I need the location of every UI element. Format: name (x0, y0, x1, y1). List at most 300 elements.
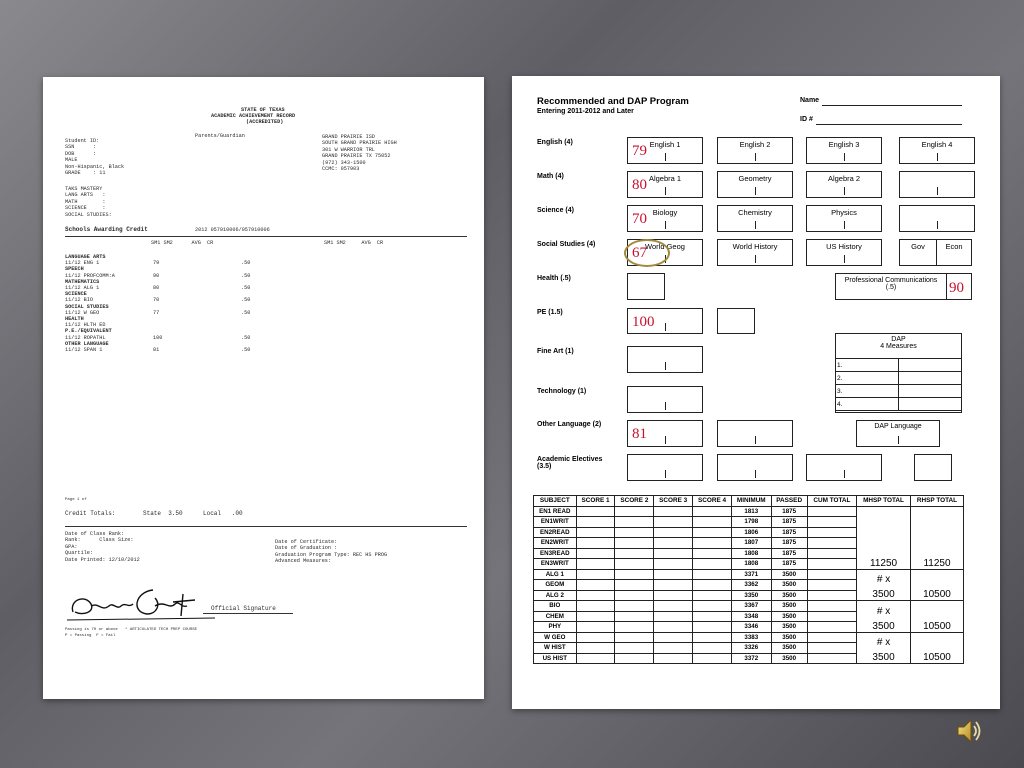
divider (65, 236, 467, 237)
course-name: 11/12 HLTH ED (65, 322, 106, 329)
column-headers-right: SM1 SM2 AVG CR (324, 240, 384, 246)
health-label: Health (.5) (537, 275, 571, 282)
score-cell[interactable] (576, 653, 615, 664)
score-cell[interactable] (654, 611, 693, 622)
minimum-cell: 1813 (731, 506, 771, 517)
course-box-label: Algebra 1 (648, 174, 682, 183)
footnote-1: Passing is 70 or above * ARTICULATED TECH PREP COURSE (65, 628, 198, 632)
course-box[interactable] (717, 205, 793, 232)
fine-art-label: Fine Art (1) (537, 348, 574, 355)
minimum-cell: 1808 (731, 559, 771, 570)
course-box[interactable] (717, 171, 793, 198)
score-cell[interactable] (615, 580, 654, 591)
score-cell[interactable] (693, 590, 732, 601)
course-credit: .50 (241, 347, 251, 353)
subject-cell: ALG 2 (534, 590, 577, 601)
score-cell[interactable] (693, 527, 732, 538)
dap-measure-number: 4. (836, 398, 899, 411)
prof-comm-box[interactable]: Professional Communications (.5) (835, 273, 947, 300)
score-cell[interactable] (654, 538, 693, 549)
box-divider (755, 153, 756, 161)
course-box-label: World History (732, 242, 778, 251)
subject-cell: EN3WRIT (534, 559, 577, 570)
minimum-cell: 3350 (731, 590, 771, 601)
table-header: SCORE 3 (654, 496, 693, 507)
table-header: CUM TOTAL (807, 496, 856, 507)
score-cell[interactable] (654, 622, 693, 633)
score-cell[interactable] (693, 538, 732, 549)
table-header: SCORE 4 (693, 496, 732, 507)
gov-box[interactable] (899, 239, 937, 266)
dap-measures-table (835, 358, 962, 411)
score-cell[interactable] (615, 653, 654, 664)
course-area: MATHEMATICS (65, 278, 100, 285)
mhsp-multiplier: # x (876, 574, 891, 585)
box-divider (937, 187, 938, 195)
dap-measure-value[interactable] (899, 372, 962, 385)
table-header: RHSP TOTAL (910, 496, 963, 507)
dap-measure-number: 3. (836, 385, 899, 398)
mhsp-value: 3500 (872, 652, 895, 663)
subject-cell: W HIST (534, 643, 577, 654)
table-row (534, 506, 964, 517)
table-header: MINIMUM (731, 496, 771, 507)
minimum-cell: 1807 (731, 538, 771, 549)
course-name: 11/12 ALG 1 (65, 285, 100, 291)
score-cell[interactable] (693, 643, 732, 654)
rhsp-value: 10500 (923, 620, 951, 632)
course-box[interactable] (899, 171, 975, 198)
course-credit: .50 (241, 334, 251, 341)
cum-total-cell[interactable] (807, 601, 856, 612)
dap-measure-value[interactable] (899, 398, 962, 411)
box-divider (665, 153, 666, 161)
course-credit: .50 (241, 297, 251, 304)
box-divider (844, 221, 845, 229)
econ-label: Econ (945, 242, 963, 251)
course-grade: 79 (632, 143, 647, 159)
schools-code: 2012 057910006/057910006 (195, 227, 270, 233)
subject-cell: W GEO (534, 632, 577, 643)
cum-total-cell[interactable] (807, 653, 856, 664)
divider (65, 526, 467, 527)
course-credit: .50 (241, 260, 251, 267)
rhsp-total-cell (910, 601, 963, 633)
transcript-header-1: STATE OF TEXAS (241, 107, 285, 113)
score-cell[interactable] (615, 527, 654, 538)
score-cell[interactable] (576, 632, 615, 643)
cum-total-cell[interactable] (807, 590, 856, 601)
cum-total-cell[interactable] (807, 632, 856, 643)
mhsp-value: 11250 (870, 557, 898, 569)
mhsp-total-cell (857, 601, 911, 633)
id-label: ID # (800, 116, 813, 123)
subject-cell: EN1 READ (534, 506, 577, 517)
course-name: 11/12 ENG 1 (65, 260, 100, 267)
table-row (534, 601, 964, 612)
class-rank-block: Date of Class Rank: Rank: Class Size: GPA: Quartile: Date Printed: 12/10/2012 (65, 531, 140, 563)
minimum-cell: 3383 (731, 632, 771, 643)
score-cell[interactable] (576, 569, 615, 580)
passed-cell: 3500 (771, 580, 807, 591)
score-cell[interactable] (654, 559, 693, 570)
score-cell[interactable] (693, 653, 732, 664)
prof-comm-grade: 90 (949, 280, 964, 296)
table-header: PASSED (771, 496, 807, 507)
electives-box-1[interactable] (627, 454, 703, 481)
cum-total-cell[interactable] (807, 517, 856, 528)
box-divider (665, 187, 666, 195)
minimum-cell: 1806 (731, 527, 771, 538)
score-cell[interactable] (615, 548, 654, 559)
minimum-cell: 1808 (731, 548, 771, 559)
electives-box-2[interactable] (717, 454, 793, 481)
score-cell[interactable] (693, 559, 732, 570)
other-language-grade: 81 (632, 426, 647, 442)
box-divider (937, 221, 938, 229)
dap-measure-number: 1. (836, 359, 899, 372)
course-grade: 70 (632, 211, 647, 227)
mhsp-total-cell (857, 632, 911, 664)
course-credit: .50 (241, 309, 251, 316)
box-divider (755, 255, 756, 263)
score-cell[interactable] (693, 548, 732, 559)
form-title: Recommended and DAP Program (537, 96, 689, 107)
score-cell[interactable] (576, 601, 615, 612)
cum-total-cell[interactable] (807, 569, 856, 580)
course-grade: 67 (632, 245, 647, 261)
score-cell[interactable] (693, 611, 732, 622)
course-area: SCIENCE (65, 291, 87, 298)
graduation-block: Date of Certificate: Date of Graduation : Graduation Program Type: REC HS PROG Advanced Measures: (275, 539, 388, 565)
score-cell[interactable] (615, 569, 654, 580)
passed-cell: 3500 (771, 601, 807, 612)
cum-total-cell[interactable] (807, 580, 856, 591)
cum-total-cell[interactable] (807, 622, 856, 633)
course-box[interactable] (806, 239, 882, 266)
cum-total-cell[interactable] (807, 538, 856, 549)
rhsp-total-cell (910, 632, 963, 664)
score-cell[interactable] (576, 622, 615, 633)
box-divider (937, 153, 938, 161)
score-cell[interactable] (654, 506, 693, 517)
passed-cell: 3500 (771, 590, 807, 601)
score-cell[interactable] (576, 611, 615, 622)
course-box-label: English 1 (649, 140, 681, 149)
score-cell[interactable] (615, 643, 654, 654)
score-cell[interactable] (576, 643, 615, 654)
technology-box[interactable] (627, 386, 703, 413)
minimum-cell: 3371 (731, 569, 771, 580)
score-cell[interactable] (654, 601, 693, 612)
score-cell[interactable] (615, 506, 654, 517)
score-cell[interactable] (654, 590, 693, 601)
dap-measure-row (836, 372, 962, 385)
subject-cell: BIO (534, 601, 577, 612)
box-divider (844, 153, 845, 161)
electives-box-3[interactable] (806, 454, 882, 481)
course-grade: 70 (153, 297, 160, 304)
minimum-cell: 3372 (731, 653, 771, 664)
dap-measures-box: DAP 4 Measures 1. 2. 3. 4. (835, 333, 962, 413)
signature-line (203, 613, 293, 614)
table-row (534, 569, 964, 580)
course-box[interactable] (899, 137, 975, 164)
passed-cell: 3500 (771, 569, 807, 580)
course-box-label: US History (826, 242, 862, 251)
subject-cell: PHY (534, 622, 577, 633)
course-box-label: English 3 (828, 140, 860, 149)
official-signature-label: Official Signature (211, 605, 276, 612)
rhsp-value: 11250 (923, 557, 951, 569)
course-box[interactable] (717, 239, 793, 266)
course-grade: 100 (153, 334, 163, 341)
score-cell[interactable] (693, 506, 732, 517)
score-cell[interactable] (654, 527, 693, 538)
score-cell[interactable] (693, 517, 732, 528)
score-cell[interactable] (615, 632, 654, 643)
minimum-cell: 3348 (731, 611, 771, 622)
course-box[interactable] (899, 205, 975, 232)
course-box-label: Geometry (738, 174, 772, 183)
cum-total-cell[interactable] (807, 548, 856, 559)
subject-cell: EN2READ (534, 527, 577, 538)
score-cell[interactable] (654, 548, 693, 559)
score-cell[interactable] (654, 632, 693, 643)
minimum-cell: 3326 (731, 643, 771, 654)
econ-box[interactable] (936, 239, 972, 266)
minimum-cell: 3362 (731, 580, 771, 591)
course-name: 11/12 SPAN 1 (65, 347, 103, 353)
score-cell[interactable] (615, 538, 654, 549)
rhsp-total-cell (910, 569, 963, 601)
score-cell[interactable] (615, 559, 654, 570)
course-area: LANGUAGE ARTS (65, 254, 106, 260)
subject-cell: CHEM (534, 611, 577, 622)
passed-cell: 3500 (771, 611, 807, 622)
table-header: SCORE 2 (615, 496, 654, 507)
table-header: SCORE 1 (576, 496, 615, 507)
column-headers-left: SM1 SM2 AVG CR (151, 240, 214, 246)
course-name: 11/12 ROPATHL (65, 334, 106, 341)
course-box-label: Physics (831, 208, 857, 217)
cum-total-cell[interactable] (807, 559, 856, 570)
program-form-page (512, 76, 1000, 709)
dap-measure-row (836, 398, 962, 411)
box-divider (844, 187, 845, 195)
parents-label: Parents/Guardian (195, 133, 245, 139)
row-label: English (4) (537, 139, 573, 146)
course-credit: .50 (241, 272, 251, 279)
subject-cell: EN2WRIT (534, 538, 577, 549)
course-grade: 90 (153, 272, 160, 279)
score-cell[interactable] (615, 590, 654, 601)
course-grade: 80 (632, 177, 647, 193)
subject-cell: EN3READ (534, 548, 577, 559)
mhsp-total-cell (857, 506, 911, 569)
id-line (816, 124, 962, 125)
score-cell[interactable] (576, 590, 615, 601)
score-cell[interactable] (615, 622, 654, 633)
footnote-2: P = Passing F = Fail (65, 634, 116, 638)
passed-cell: 1875 (771, 506, 807, 517)
rhsp-total-cell (910, 506, 963, 569)
form-subtitle: Entering 2011-2012 and Later (537, 108, 634, 115)
passed-cell: 3500 (771, 622, 807, 633)
score-cell[interactable] (576, 527, 615, 538)
row-label: Math (4) (537, 173, 564, 180)
box-divider (665, 221, 666, 229)
course-name: 11/12 W GEO (65, 309, 100, 316)
course-box-label: English 4 (921, 140, 953, 149)
course-grade: 81 (153, 347, 160, 353)
dap-measure-value[interactable] (899, 359, 962, 372)
course-name: 11/12 PROFCOMM:A (65, 272, 115, 279)
subject-cell: US HIST (534, 653, 577, 664)
score-cell[interactable] (693, 569, 732, 580)
course-box[interactable] (806, 137, 882, 164)
mhsp-multiplier: # x (876, 605, 891, 617)
dap-measure-row (836, 385, 962, 398)
score-cell[interactable] (693, 580, 732, 591)
subject-cell: ALG 1 (534, 569, 577, 580)
mhsp-multiplier: # x (876, 637, 891, 648)
local-credits: Local .00 (203, 510, 243, 517)
course-box-label: Algebra 2 (827, 174, 861, 183)
student-block: Student ID: SSN : DOB : MALE Non-Hispanic, Black GRADE : 11 (65, 138, 125, 177)
name-label: Name (800, 97, 820, 104)
rhsp-value: 10500 (923, 652, 951, 663)
health-box[interactable] (627, 273, 665, 300)
rhsp-value: 10500 (923, 589, 951, 600)
other-language-label: Other Language (2) (537, 421, 602, 428)
score-cell[interactable] (576, 580, 615, 591)
box-divider (844, 255, 845, 263)
dap-measure-value[interactable] (899, 385, 962, 398)
course-area: OTHER LANGUAGE (65, 340, 109, 347)
cum-total-cell[interactable] (807, 506, 856, 517)
row-label: Social Studies (4) (537, 241, 596, 248)
cum-total-cell[interactable] (807, 611, 856, 622)
score-cell[interactable] (654, 643, 693, 654)
course-name: 11/12 BIO (65, 297, 94, 304)
table-header: SUBJECT (534, 496, 577, 507)
subject-cell: EN1WRIT (534, 517, 577, 528)
course-area: SOCIAL STUDIES (65, 303, 109, 310)
transcript-page (43, 77, 484, 699)
table-row (534, 632, 964, 643)
pe-label: PE (1.5) (537, 309, 563, 316)
score-cell[interactable] (615, 611, 654, 622)
score-cell[interactable] (576, 506, 615, 517)
passed-cell: 1875 (771, 538, 807, 549)
course-box[interactable] (806, 171, 882, 198)
subject-cell: GEOM (534, 580, 577, 591)
electives-box-4[interactable] (914, 454, 952, 481)
box-divider (755, 221, 756, 229)
passed-cell: 1875 (771, 527, 807, 538)
other-language-box-2[interactable] (717, 420, 793, 447)
mhsp-value: 3500 (872, 620, 895, 632)
schools-awarding-label: Schools Awarding Credit (65, 226, 148, 233)
name-line (822, 105, 962, 106)
score-cell[interactable] (615, 601, 654, 612)
score-cell[interactable] (576, 517, 615, 528)
fine-art-box[interactable] (627, 346, 703, 373)
box-divider (755, 187, 756, 195)
score-cell[interactable] (693, 632, 732, 643)
course-box[interactable] (806, 205, 882, 232)
score-cell[interactable] (654, 517, 693, 528)
transcript-header-2: ACADEMIC ACHIEVEMENT RECORD (211, 113, 296, 119)
gov-label: Gov (911, 242, 925, 251)
mhsp-total-cell (857, 569, 911, 601)
pe-grade: 100 (632, 314, 655, 330)
minimum-cell: 1798 (731, 517, 771, 528)
score-cell[interactable] (576, 559, 615, 570)
score-cell[interactable] (576, 548, 615, 559)
course-box-label: Biology (652, 208, 678, 217)
course-box-label: English 2 (739, 140, 771, 149)
score-cell[interactable] (693, 601, 732, 612)
row-label: Science (4) (537, 207, 574, 214)
passed-cell: 3500 (771, 653, 807, 664)
passed-cell: 1875 (771, 559, 807, 570)
passed-cell: 3500 (771, 632, 807, 643)
dap-language-box[interactable]: DAP Language (856, 420, 940, 447)
score-table (533, 495, 964, 664)
minimum-cell: 3367 (731, 601, 771, 612)
course-area: P.E./EQUIVALENT (65, 328, 112, 335)
cum-total-cell[interactable] (807, 527, 856, 538)
credit-totals-label: Credit Totals: (65, 510, 116, 517)
course-grade: 77 (153, 309, 160, 316)
passed-cell: 1875 (771, 517, 807, 528)
electives-label: Academic Electives (3.5) (537, 456, 603, 470)
dap-measure-row (836, 359, 962, 372)
pe-box-2[interactable] (717, 308, 755, 334)
signature-image (65, 582, 215, 626)
state-credits: State 3.50 (143, 510, 183, 517)
passed-cell: 1875 (771, 548, 807, 559)
speaker-icon[interactable] (955, 716, 983, 746)
dap-measure-number: 2. (836, 372, 899, 385)
course-credit: .50 (241, 285, 251, 291)
page-of: Page 1 of (65, 498, 87, 502)
score-cell[interactable] (693, 622, 732, 633)
school-block: GRAND PRAIRIE ISD SOUTH GRAND PRAIRIE HIGH 301 W WARRIOR TRL GRAND PRAIRIE TX 75052 (972) 343-1500 CCMC: 057903 (322, 134, 397, 173)
score-cell[interactable] (654, 569, 693, 580)
course-area: SPEECH (65, 266, 84, 273)
taks-block: TAKS MASTERY LANG ARTS : MATH : SCIENCE : SOCIAL STUDIES: (65, 186, 112, 218)
score-cell[interactable] (576, 538, 615, 549)
score-cell[interactable] (654, 653, 693, 664)
course-grade: 80 (153, 285, 160, 291)
cum-total-cell[interactable] (807, 643, 856, 654)
score-cell[interactable] (615, 517, 654, 528)
score-cell[interactable] (654, 580, 693, 591)
course-box[interactable] (717, 137, 793, 164)
passed-cell: 3500 (771, 643, 807, 654)
course-box-label: Chemistry (738, 208, 772, 217)
mhsp-value: 3500 (872, 589, 895, 600)
highlight-circle (624, 239, 670, 267)
technology-label: Technology (1) (537, 388, 587, 395)
table-header: MHSP TOTAL (857, 496, 911, 507)
course-grade: 79 (153, 260, 160, 267)
minimum-cell: 3346 (731, 622, 771, 633)
course-area: HEALTH (65, 316, 84, 322)
